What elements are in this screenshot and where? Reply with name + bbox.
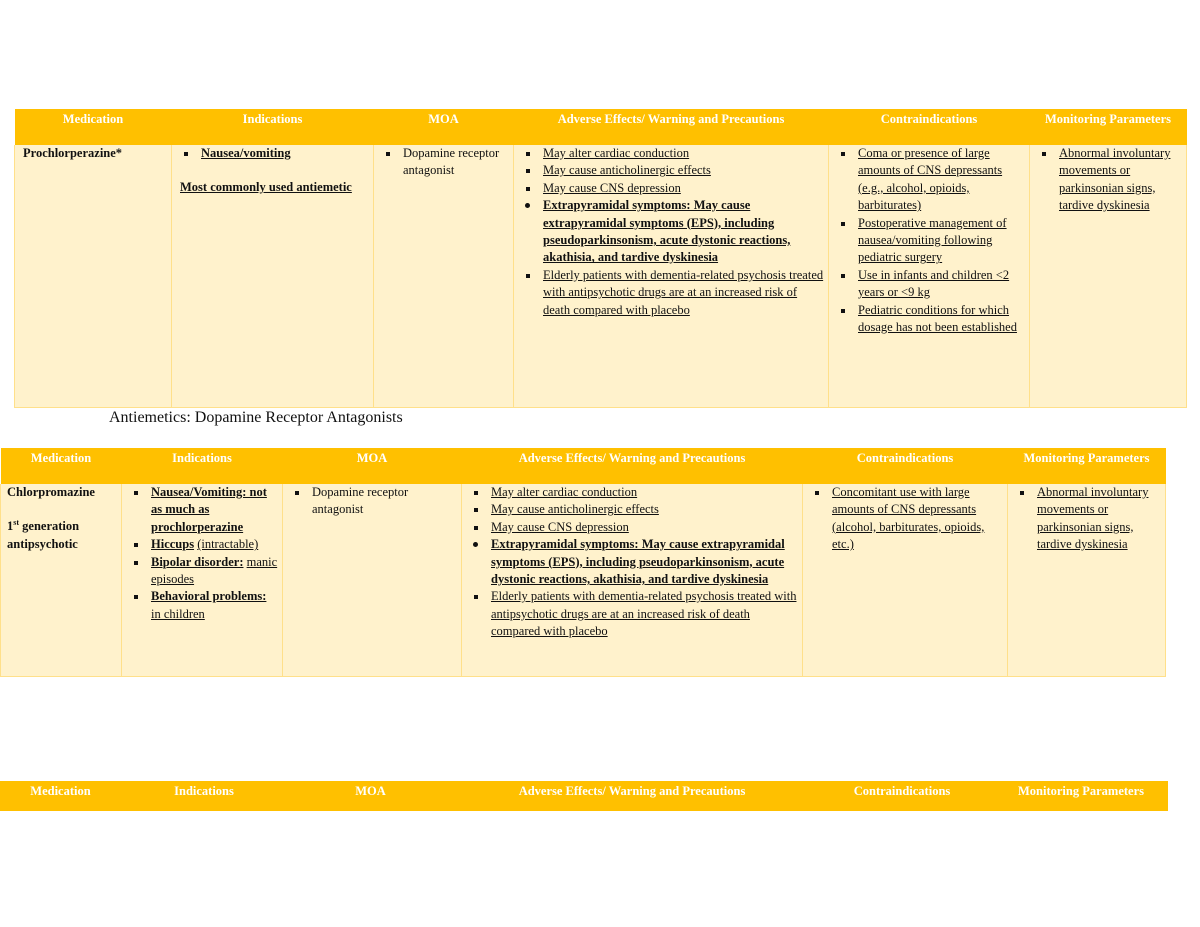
list-item: Behavioral problems: in children [126, 588, 278, 623]
adverse-effects-cell [514, 145, 829, 407]
chlorpromazine-table [0, 448, 1166, 677]
table-row [1, 484, 1166, 676]
monitoring-cell [1008, 484, 1166, 676]
indications-list [126, 484, 278, 623]
header-monitoring: Monitoring Parameters [1030, 109, 1187, 145]
list-item: Extrapyramidal symptoms: May cause extrapyramidal symptoms (EPS), including pseudoparkinsonism, acute dystonic reactions, akathisia, and tardive dyskinesia [518, 197, 824, 267]
list-item: May alter cardiac conduction [518, 145, 824, 162]
header-adverse-effects: Adverse Effects/ Warning and Precautions [514, 109, 829, 145]
medication-name: Prochlorperazine* [23, 146, 123, 160]
list-item: May cause CNS depression [466, 519, 798, 536]
header-indications: Indications [172, 109, 374, 145]
header-medication: Medication [15, 109, 172, 145]
list-item: Elderly patients with dementia-related psychosis treated with antipsychotic drugs are at an increased risk of death compared with placebo [518, 267, 824, 319]
moa-cell [374, 145, 514, 407]
drug-class: 1st generation antipsychotic [7, 518, 80, 551]
medication-cell [1, 484, 122, 676]
list-item: Postoperative management of nausea/vomiting following pediatric surgery [833, 215, 1025, 267]
header-monitoring: Monitoring Parameters [994, 781, 1168, 811]
list-item: Coma or presence of large amounts of CNS depressants (e.g., alcohol, opioids, barbiturates) [833, 145, 1025, 215]
monitoring-text: Abnormal involuntary movements or parkinsonian signs, tardive dyskinesia [1012, 484, 1161, 554]
third-table-header [0, 781, 1168, 811]
medication-cell [15, 145, 172, 407]
table-header-row [0, 781, 1168, 811]
monitoring-cell [1030, 145, 1187, 407]
contraindications-cell [829, 145, 1030, 407]
contraindications-list [807, 484, 1003, 554]
list-item: May cause anticholinergic effects [466, 501, 798, 518]
list-item: May cause CNS depression [518, 180, 824, 197]
header-indications: Indications [122, 448, 283, 484]
header-medication: Medication [1, 448, 122, 484]
list-item: Nausea/vomiting [176, 145, 369, 162]
header-contraindications: Contraindications [829, 109, 1030, 145]
list-item: May alter cardiac conduction [466, 484, 798, 501]
indications-cell [172, 145, 374, 407]
header-moa: MOA [283, 448, 462, 484]
list-item: Pediatric conditions for which dosage has not been established [833, 302, 1025, 337]
list-item: May cause anticholinergic effects [518, 162, 824, 179]
adverse-effects-cell [462, 484, 803, 676]
list-item: Elderly patients with dementia-related psychosis treated with antipsychotic drugs are at an increased risk of death compared with placebo [466, 588, 798, 640]
contraindications-list [833, 145, 1025, 336]
moa-text: Dopamine receptor antagonist [378, 145, 509, 180]
list-item: Nausea/Vomiting: not as much as prochlorperazine [126, 484, 278, 536]
table-header-row [15, 109, 1187, 145]
moa-cell [283, 484, 462, 676]
list-item: Bipolar disorder: manic episodes [126, 554, 278, 589]
header-moa: MOA [374, 109, 514, 145]
medication-name: Chlorpromazine [7, 485, 95, 499]
header-monitoring: Monitoring Parameters [1008, 448, 1166, 484]
table-row [15, 145, 1187, 407]
header-contraindications: Contraindications [803, 448, 1008, 484]
adverse-effects-list [518, 145, 824, 319]
moa-text: Dopamine receptor antagonist [287, 484, 457, 519]
list-item: Use in infants and children <2 years or <9 kg [833, 267, 1025, 302]
header-contraindications: Contraindications [810, 781, 994, 811]
indications-cell [122, 484, 283, 676]
indication-note: Most commonly used antiemetic [180, 180, 352, 195]
header-indications: Indications [121, 781, 287, 811]
list-item: Hiccups (intractable) [126, 536, 278, 553]
list-item: Extrapyramidal symptoms: May cause extrapyramidal symptoms (EPS), including pseudoparkinsonism, acute dystonic reactions, akathisia, and tardive dyskinesia [466, 536, 798, 588]
header-moa: MOA [287, 781, 454, 811]
adverse-effects-list [466, 484, 798, 641]
header-medication: Medication [0, 781, 121, 811]
header-adverse-effects: Adverse Effects/ Warning and Precautions [454, 781, 810, 811]
contraindications-cell [803, 484, 1008, 676]
monitoring-text: Abnormal involuntary movements or parkinsonian signs, tardive dyskinesia [1034, 145, 1182, 215]
list-item: Concomitant use with large amounts of CNS depressants (alcohol, barbiturates, opioids, etc.) [807, 484, 1003, 554]
prochlorperazine-table [14, 109, 1187, 408]
header-adverse-effects: Adverse Effects/ Warning and Precautions [462, 448, 803, 484]
indications-list [176, 145, 369, 162]
section-caption: Antiemetics: Dopamine Receptor Antagonists [109, 409, 403, 426]
table-header-row [1, 448, 1166, 484]
